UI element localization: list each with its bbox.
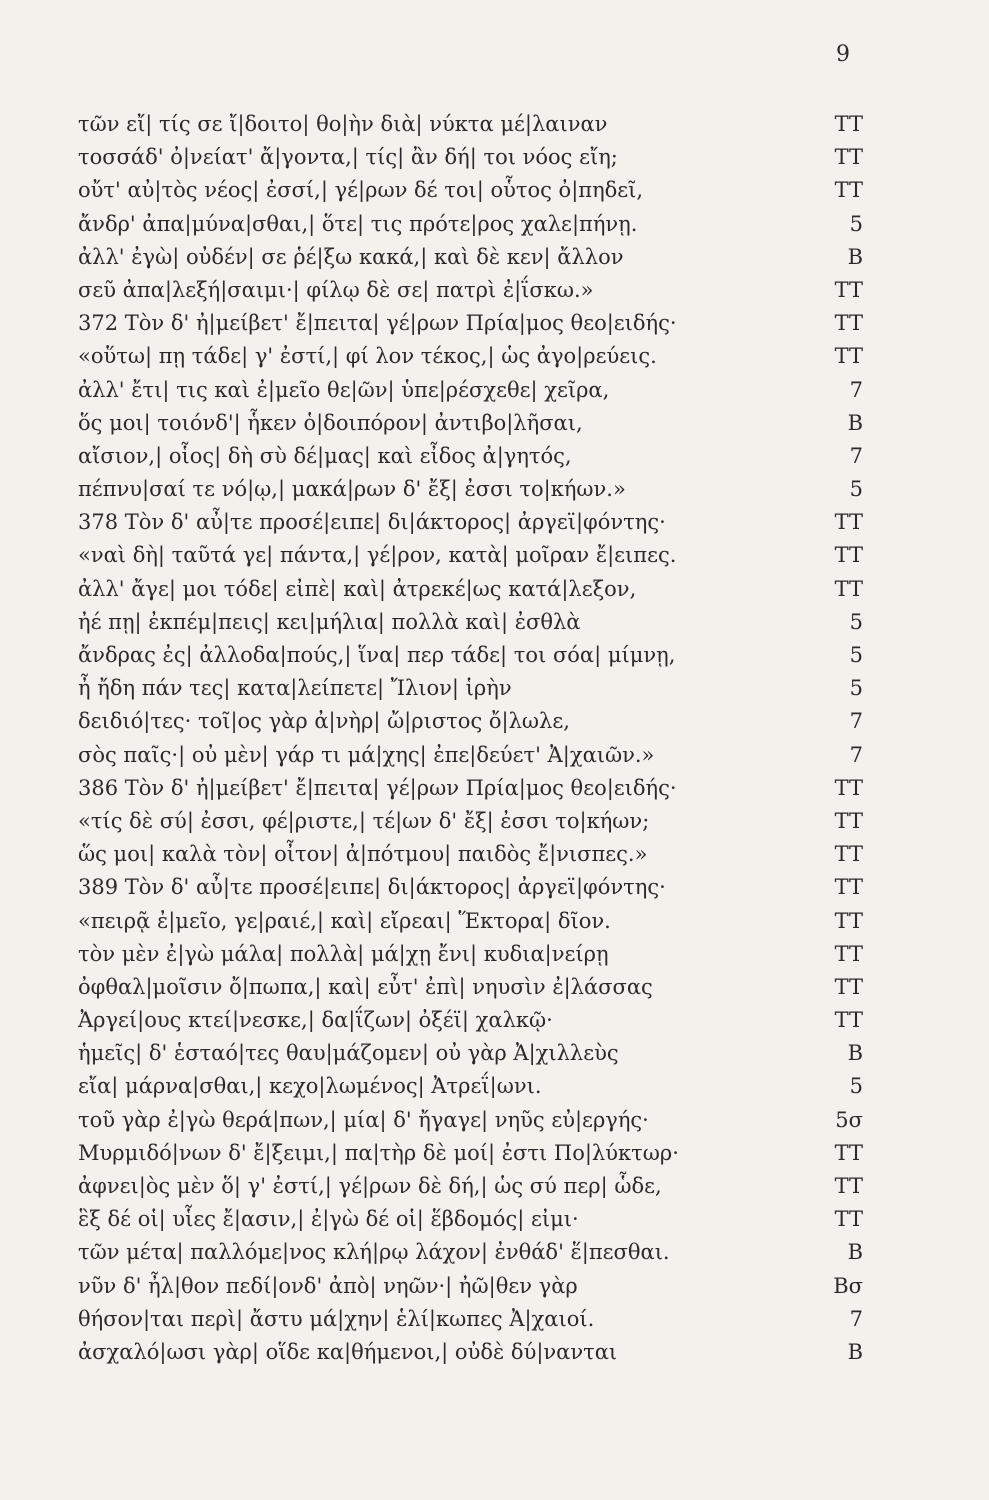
verse-line [78,639,868,672]
verse-code: B [847,1041,863,1066]
verse-line [78,805,868,838]
verse-code: TT [834,543,863,568]
page-number: 9 [836,42,850,67]
verse-line [78,1037,868,1070]
verse-line [78,1170,868,1203]
verse-line [78,506,868,539]
verse-text: «τίς δὲ σύ| ἐσσι, φέ|ριστε,| τέ|ων δ' ἔξ| ἐσσι το|κήων; [78,808,650,833]
verse-line [78,971,868,1004]
verse-line [78,1004,868,1037]
verse-text: τῶν μέτα| παλλόμε|νος κλή|ρῳ λάχον| ἐνθάδ' ἕ|πεσθαι. [78,1240,670,1265]
verse-code: TT [834,1174,863,1198]
verse-code: 5 [849,477,863,502]
verse-text: σὸς παῖς·| οὐ μὲν| γάρ τι μά|χης| ἐπε|δεύετ' Ἀ|χαιῶν.» [78,742,655,767]
verse-text: ἦ ἤδη πάν τες| κατα|λείπετε| Ἴλιον| ἱρὴν [78,676,512,701]
verse-code: TT [834,941,863,966]
verse-text: ἀσχαλό|ωσι γὰρ| οἵδε κα|θήμενοι,| οὐδὲ δύ|νανται [78,1339,618,1364]
verse-line [78,473,868,506]
verse-code: Bσ [833,1273,863,1298]
verse-text: 389 Τὸν δ' αὖ|τε προσέ|ειπε| δι|άκτορος| ἀργεϊ|φόντης· [78,875,666,900]
verse-code: TT [834,178,863,203]
verse-text: σεῦ ἀπα|λεξή|σαιμι·| φίλῳ δὲ σε| πατρὶ ἐ|ΐσκω.» [78,277,594,302]
verse-code: TT [834,1207,863,1232]
verse-code: 7 [849,1306,863,1331]
verse-line [78,739,868,772]
verse-code: 5σ [835,1107,863,1132]
verse-code: 5 [849,211,863,236]
verse-code: TT [834,277,863,302]
verse-text: τῶν εἴ| τίς σε ἴ|δοιτο| θο|ὴν διὰ| νύκτα μέ|λαιναν [78,112,608,136]
verse-line [78,772,868,805]
verse-text: «ναὶ δὴ| ταῦτά γε| πάντα,| γέ|ρον, κατὰ| μοῖραν ἔ|ειπες. [78,543,677,568]
verse-text: τοῦ γὰρ ἐ|γὼ θερά|πων,| μία| δ' ἤγαγε| νηῦς εὐ|εργής· [78,1107,649,1132]
verse-line [78,539,868,572]
verse-text: Μυρμιδό|νων δ' ἔ|ξειμι,| πα|τὴρ δὲ μοί| ἐστι Πο|λύκτωρ· [78,1140,679,1165]
verse-code: B [847,410,863,435]
verse-text: ὥς μοι| καλὰ τὸν| οἶτον| ἀ|πότμου| παιδὸς ἔ|νισπες.» [78,842,648,867]
verse-text: αἴσιον,| οἷος| δὴ σὺ δέ|μας| καὶ εἶδος ἀ|γητός, [78,443,572,468]
verse-code: 7 [849,709,863,734]
verse-text: οὔτ' αὐ|τὸς νέος| ἐσσί,| γέ|ρων δέ τοι| οὗτος ὀ|πηδεῖ, [78,178,644,203]
verse-line [78,241,868,274]
verse-line [78,705,868,738]
verse-code: TT [834,1140,863,1165]
verse-text: πέπνυ|σαί τε νό|ῳ,| μακά|ρων δ' ἔξ| ἐσσι το|κήων.» [78,477,626,502]
verse-text: ἓξ δέ οἱ| υἷες ἔ|ασιν,| ἐ|γὼ δέ οἱ| ἕβδομός| εἰμι· [78,1207,579,1232]
verse-line [78,174,868,207]
verse-code: TT [834,842,863,867]
verse-line [78,1104,868,1137]
verse-line [78,905,868,938]
verse-code: 5 [849,1074,863,1099]
verse-line [78,407,868,440]
verse-text: «πειρᾷ ἐ|μεῖο, γε|ραιέ,| καὶ| εἴρεαι| Ἕκτορα| δῖον. [78,908,611,933]
verse-code: 5 [849,609,863,634]
verse-line [78,307,868,340]
verse-code: TT [834,510,863,535]
verse-text: ἀλλ' ἐγὼ| οὐδέν| σε ῥέ|ξω κακά,| καὶ δὲ κεν| ἄλλον [78,244,624,269]
verse-text: ἄνδρας ἐς| ἀλλοδα|πούς,| ἵνα| περ τάδε| τοι σόα| μίμνῃ, [78,643,676,667]
verse-text: Ἀργεί|ους κτεί|νεσκε,| δα|ΐζων| ὀξέϊ| χαλκῷ· [78,1008,553,1033]
verse-text: τὸν μὲν ἐ|γὼ μάλα| πολλὰ| μά|χῃ ἔνι| κυδια|νείρῃ [78,941,609,966]
verse-code: TT [834,344,863,369]
verse-line [78,1270,868,1303]
verse-text: νῦν δ' ἦλ|θον πεδί|ονδ' ἀπὸ| νηῶν·| ἠῶ|θεν γὰρ [78,1273,578,1298]
verse-line [78,606,868,639]
verse-line [78,274,868,307]
verse-line [78,1137,868,1170]
verse-line [78,672,868,705]
verse-line [78,141,868,174]
verse-text: εἴα| μάρνα|σθαι,| κεχο|λωμένος| Ἀτρεΐ|ωνι. [78,1074,542,1099]
verse-code: TT [834,112,863,136]
verse-text: ὀφθαλ|μοῖσιν ὄ|πωπα,| καὶ| εὖτ' ἐπὶ| νηυσὶν ἐ|λάσσας [78,974,653,999]
verse-code: TT [834,808,863,833]
verse-code: TT [834,311,863,336]
verse-code: 7 [849,443,863,468]
verse-text: ἀλλ' ἔτι| τις καὶ ἐ|μεῖο θε|ῶν| ὑπε|ρέσχεθε| χεῖρα, [78,377,610,402]
verse-text: δειδιό|τες· τοῖ|ος γὰρ ἀ|νὴρ| ὤ|ριστος ὄ|λωλε, [78,709,570,734]
verse-text: 386 Τὸν δ' ἠ|μείβετ' ἔ|πειτα| γέ|ρων Πρία|μος θεο|ειδής· [78,775,677,800]
verse-text: ἡμεῖς| δ' ἑσταό|τες θαυ|μάζομεν| οὐ γὰρ Ἀ|χιλλεὺς [78,1041,619,1066]
verse-code: TT [834,908,863,933]
verse-line [78,1203,868,1236]
verse-line [78,1303,868,1336]
verse-line [78,1336,868,1369]
verse-code: B [847,1240,863,1265]
verse-code: TT [834,576,863,601]
verse-line [78,374,868,407]
verse-text: 372 Τὸν δ' ἠ|μείβετ' ἔ|πειτα| γέ|ρων Πρία|μος θεο|ειδής· [78,311,677,336]
verse-code: 5 [849,643,863,667]
verse-line [78,440,868,473]
verse-line [78,838,868,871]
verse-text: «οὕτω| πῃ τάδε| γ' ἐστί,| φί λον τέκος,| ὡς ἀγο|ρεύεις. [78,344,657,369]
verse-text: ἠέ πῃ| ἐκπέμ|πεις| κει|μήλια| πολλὰ καὶ| ἐσθλὰ [78,609,581,634]
verse-text: ὅς μοι| τοιόνδ'| ἧκεν ὁ|δοιπόρον| ἀντιβο|λῆσαι, [78,410,583,435]
verse-text: θήσον|ται περὶ| ἄστυ μά|χην| ἑλί|κωπες Ἀ|χαιοί. [78,1306,595,1331]
verse-line [78,573,868,606]
verse-text: 378 Τὸν δ' αὖ|τε προσέ|ειπε| δι|άκτορος| ἀργεϊ|φόντης· [78,510,666,535]
verse-code: TT [834,875,863,900]
verse-line [78,208,868,241]
verse-code: TT [834,775,863,800]
verse-code: 7 [849,742,863,767]
verse-line [78,1236,868,1269]
verse-line [78,871,868,904]
verse-code: TT [834,1008,863,1033]
verse-text: ἀφνει|ὸς μὲν ὅ| γ' ἐστί,| γέ|ρων δὲ δή,| ὡς σύ περ| ὧδε, [78,1174,662,1198]
verse-code: 7 [849,377,863,402]
verse-line [78,1070,868,1103]
verse-text: ἄνδρ' ἀπα|μύνα|σθαι,| ὅτε| τις πρότε|ρος χαλε|πήνῃ. [78,211,638,236]
verse-list [78,108,868,1369]
verse-code: TT [834,974,863,999]
verse-line [78,108,868,141]
verse-text: τοσσάδ' ὀ|νείατ' ἄ|γοντα,| τίς| ἂν δή| τοι νόος εἴη; [78,145,618,170]
verse-code: TT [834,145,863,170]
verse-code: B [847,244,863,269]
verse-line [78,340,868,373]
verse-line [78,938,868,971]
verse-text: ἀλλ' ἄγε| μοι τόδε| εἰπὲ| καὶ| ἀτρεκέ|ως κατά|λεξον, [78,576,637,601]
verse-code: B [847,1339,863,1364]
verse-code: 5 [849,676,863,701]
